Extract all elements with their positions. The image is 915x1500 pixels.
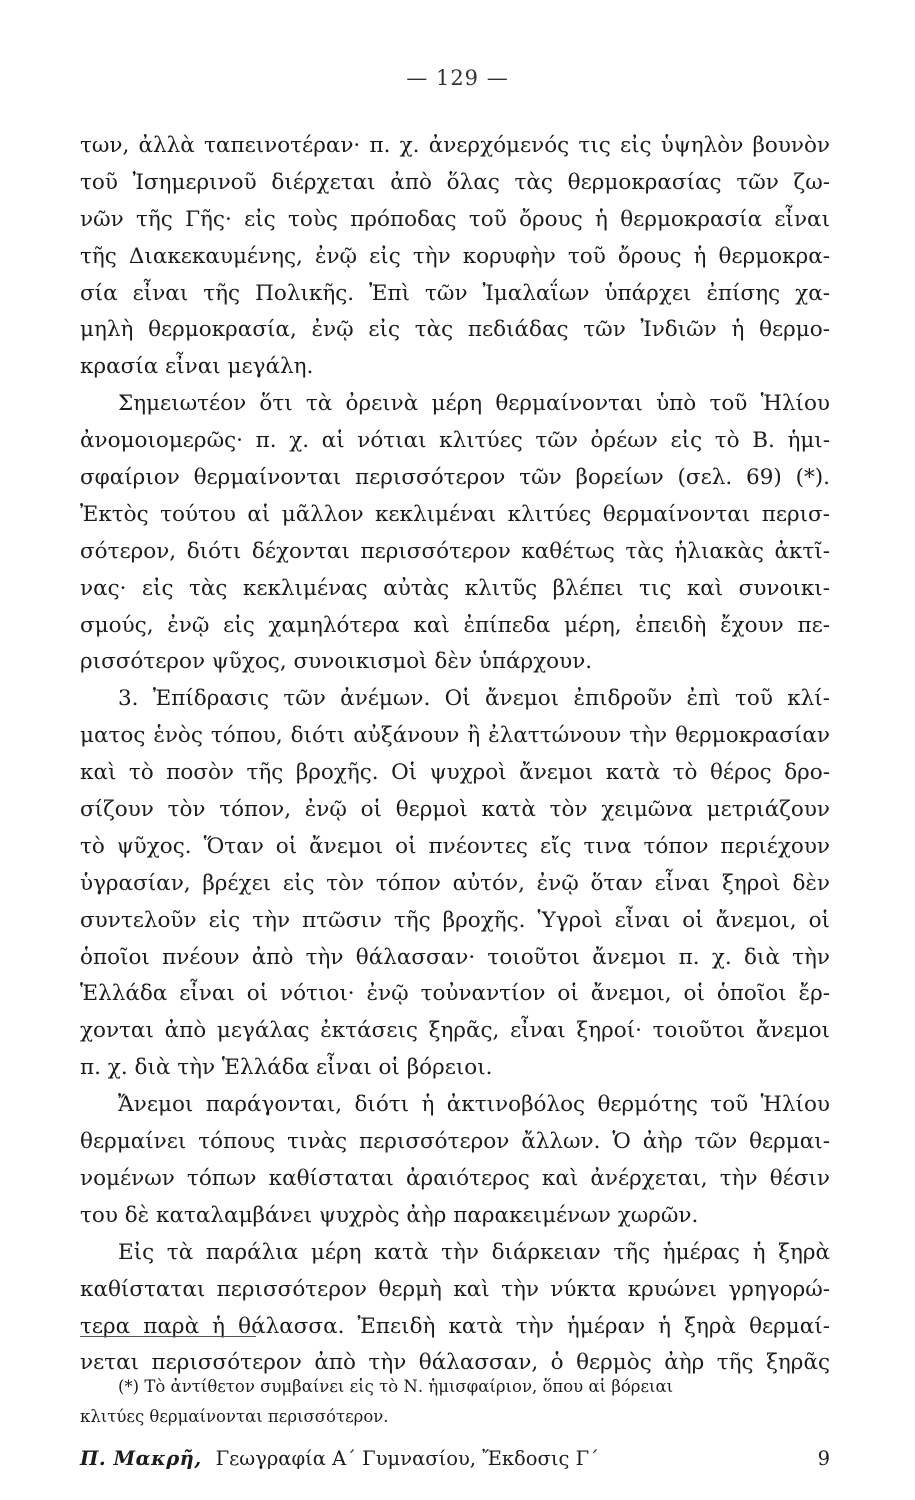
text-line: του δὲ καταλαμβάνει ψυχρὸς ἀὴρ παρακειμένων χωρῶν. (80, 1202, 699, 1228)
text-line: Εἰς τὰ παράλια μέρη κατὰ τὴν διάρκειαν τῆς ἡμέρας ἡ ξηρὰ (118, 1239, 830, 1265)
text-line: 3. Ἐπίδρασις τῶν ἀνέμων. Οἱ ἄνεμοι ἐπιδροῦν ἐπὶ τοῦ κλί- (118, 686, 830, 712)
text-line: χονται ἀπὸ μεγάλας ἐκτάσεις ξηρᾶς, εἶναι ξηροί· τοιοῦτοι ἄνεμοι (80, 1018, 830, 1044)
footnote-separator (80, 1336, 256, 1337)
footnote (80, 1372, 830, 1432)
footnote-line: (*) Τὸ ἀντίθετον συμβαίνει εἰς τὸ Ν. ἡμισφαίριον, ὅπου αἱ βόρειαι (118, 1377, 674, 1396)
text-line: Ἄνεμοι παράγονται, διότι ἡ ἀκτινοβόλος θερμότης τοῦ Ἡλίου (118, 1092, 830, 1118)
text-line: κρασία εἶναι μεγάλη. (80, 354, 314, 380)
text-line: Σημειωτέον ὅτι τὰ ὀρεινὰ μέρη θερμαίνονται ὑπὸ τοῦ Ἡλίου (118, 391, 830, 417)
signature-sheet-number: 9 (817, 1447, 830, 1470)
signature-book-title: Γεωγραφία Α΄ Γυμνασίου, Ἔκδοσις Γ΄ (215, 1447, 599, 1470)
text-line: σίζουν τὸν τόπον, ἐνῷ οἱ θερμοὶ κατὰ τὸν χειμῶνα μετριάζουν (80, 797, 830, 823)
main-text (80, 128, 830, 1382)
text-line: καὶ τὸ ποσὸν τῆς βροχῆς. Οἱ ψυχροὶ ἄνεμοι κατὰ τὸ θέρος δρο- (80, 760, 830, 786)
page-number-header: — 129 — (406, 66, 509, 90)
text-line: π. χ. διὰ τὴν Ἑλλάδα εἶναι οἱ βόρειοι. (80, 1055, 493, 1081)
text-line: τοῦ Ἰσημερινοῦ διέρχεται ἀπὸ ὅλας τὰς θερμοκρασίας τῶν ζω- (80, 169, 830, 195)
signature-line (80, 1444, 830, 1474)
text-line: τὸ ψῦχος. Ὅταν οἱ ἄνεμοι οἱ πνέοντες εἴς τινα τόπον περιέχουν (80, 833, 830, 859)
text-line: νῶν τῆς Γῆς· εἰς τοὺς πρόποδας τοῦ ὄρους ἡ θερμοκρασία εἶναι (80, 206, 830, 232)
text-line: καθίσταται περισσότερον θερμὴ καὶ τὴν νύκτα κρυώνει γρηγορώ- (80, 1276, 830, 1302)
signature-author: Π. Μακρῆ, (80, 1447, 202, 1470)
text-line: νεται περισσότερον ἀπὸ τὴν θάλασσαν, ὁ θερμὸς ἀὴρ τῆς ξηρᾶς (80, 1350, 830, 1376)
text-line: των, ἀλλὰ ταπεινοτέραν· π. χ. ἀνερχόμενός τις εἰς ὑψηλὸν βουνὸν (80, 133, 830, 158)
text-line: ματος ἑνὸς τόπου, διότι αὐξάνουν ἢ ἐλαττώνουν τὴν θερμοκρασίαν (80, 723, 830, 749)
text-line: σότερον, διότι δέχονται περισσότερον καθέτως τὰς ἡλιακὰς ἀκτῖ- (80, 538, 830, 564)
text-line: συντελοῦν εἰς τὴν πτῶσιν τῆς βροχῆς. Ὑγροὶ εἶναι οἱ ἄνεμοι, οἱ (80, 907, 830, 933)
text-line: Ἐκτὸς τούτου αἱ μᾶλλον κεκλιμέναι κλιτύες θερμαίνονται περισ- (80, 501, 830, 527)
text-line: ὑγρασίαν, βρέχει εἰς τὸν τόπον αὐτόν, ἐνῷ ὅταν εἶναι ξηροὶ δὲν (80, 870, 830, 896)
text-line: ἀνομοιομερῶς· π. χ. αἱ νότιαι κλιτύες τῶν ὀρέων εἰς τὸ Β. ἡμι- (80, 428, 830, 454)
text-line: νομένων τόπων καθίσταται ἀραιότερος καὶ ἀνέρχεται, τὴν θέσιν (80, 1165, 830, 1191)
footnote-line: κλιτύες θερμαίνονται περισσότερον. (80, 1407, 389, 1426)
text-line: ρισσότερον ψῦχος, συνοικισμοὶ δὲν ὑπάρχουν. (80, 649, 593, 675)
text-line: Ἑλλάδα εἶναι οἱ νότιοι· ἐνῷ τοὐναντίον οἱ ἄνεμοι, οἱ ὁποῖοι ἔρ- (80, 981, 830, 1007)
text-line: νας· εἰς τὰς κεκλιμένας αὐτὰς κλιτῦς βλέπει τις καὶ συνοικι- (80, 575, 830, 601)
text-line: τῆς Διακεκαυμένης, ἐνῷ εἰς τὴν κορυφὴν τοῦ ὄρους ἡ θερμοκρα- (80, 243, 830, 269)
text-line: μηλὴ θερμοκρασία, ἐνῷ εἰς τὰς πεδιάδας τῶν Ἰνδιῶν ἡ θερμο- (80, 317, 830, 343)
text-line: σία εἶναι τῆς Πολικῆς. Ἐπὶ τῶν Ἰμαλαΐων ὑπάρχει ἐπίσης χα- (80, 280, 830, 306)
text-line: τερα παρὰ ἡ θάλασσα. Ἐπειδὴ κατὰ τὴν ἡμέραν ἡ ξηρὰ θερμαί- (80, 1313, 830, 1339)
text-line: σφαίριον θερμαίνονται περισσότερον τῶν βορείων (σελ. 69) (*). (80, 465, 830, 491)
text-line: σμούς, ἐνῷ εἰς χαμηλότερα καὶ ἐπίπεδα μέρη, ἐπειδὴ ἔχουν πε- (80, 612, 830, 638)
text-line: ὁποῖοι πνέουν ἀπὸ τὴν θάλασσαν· τοιοῦτοι ἄνεμοι π. χ. διὰ τὴν (80, 944, 830, 970)
text-line: θερμαίνει τόπους τινὰς περισσότερον ἄλλων. Ὁ ἀὴρ τῶν θερμαι- (80, 1129, 830, 1155)
